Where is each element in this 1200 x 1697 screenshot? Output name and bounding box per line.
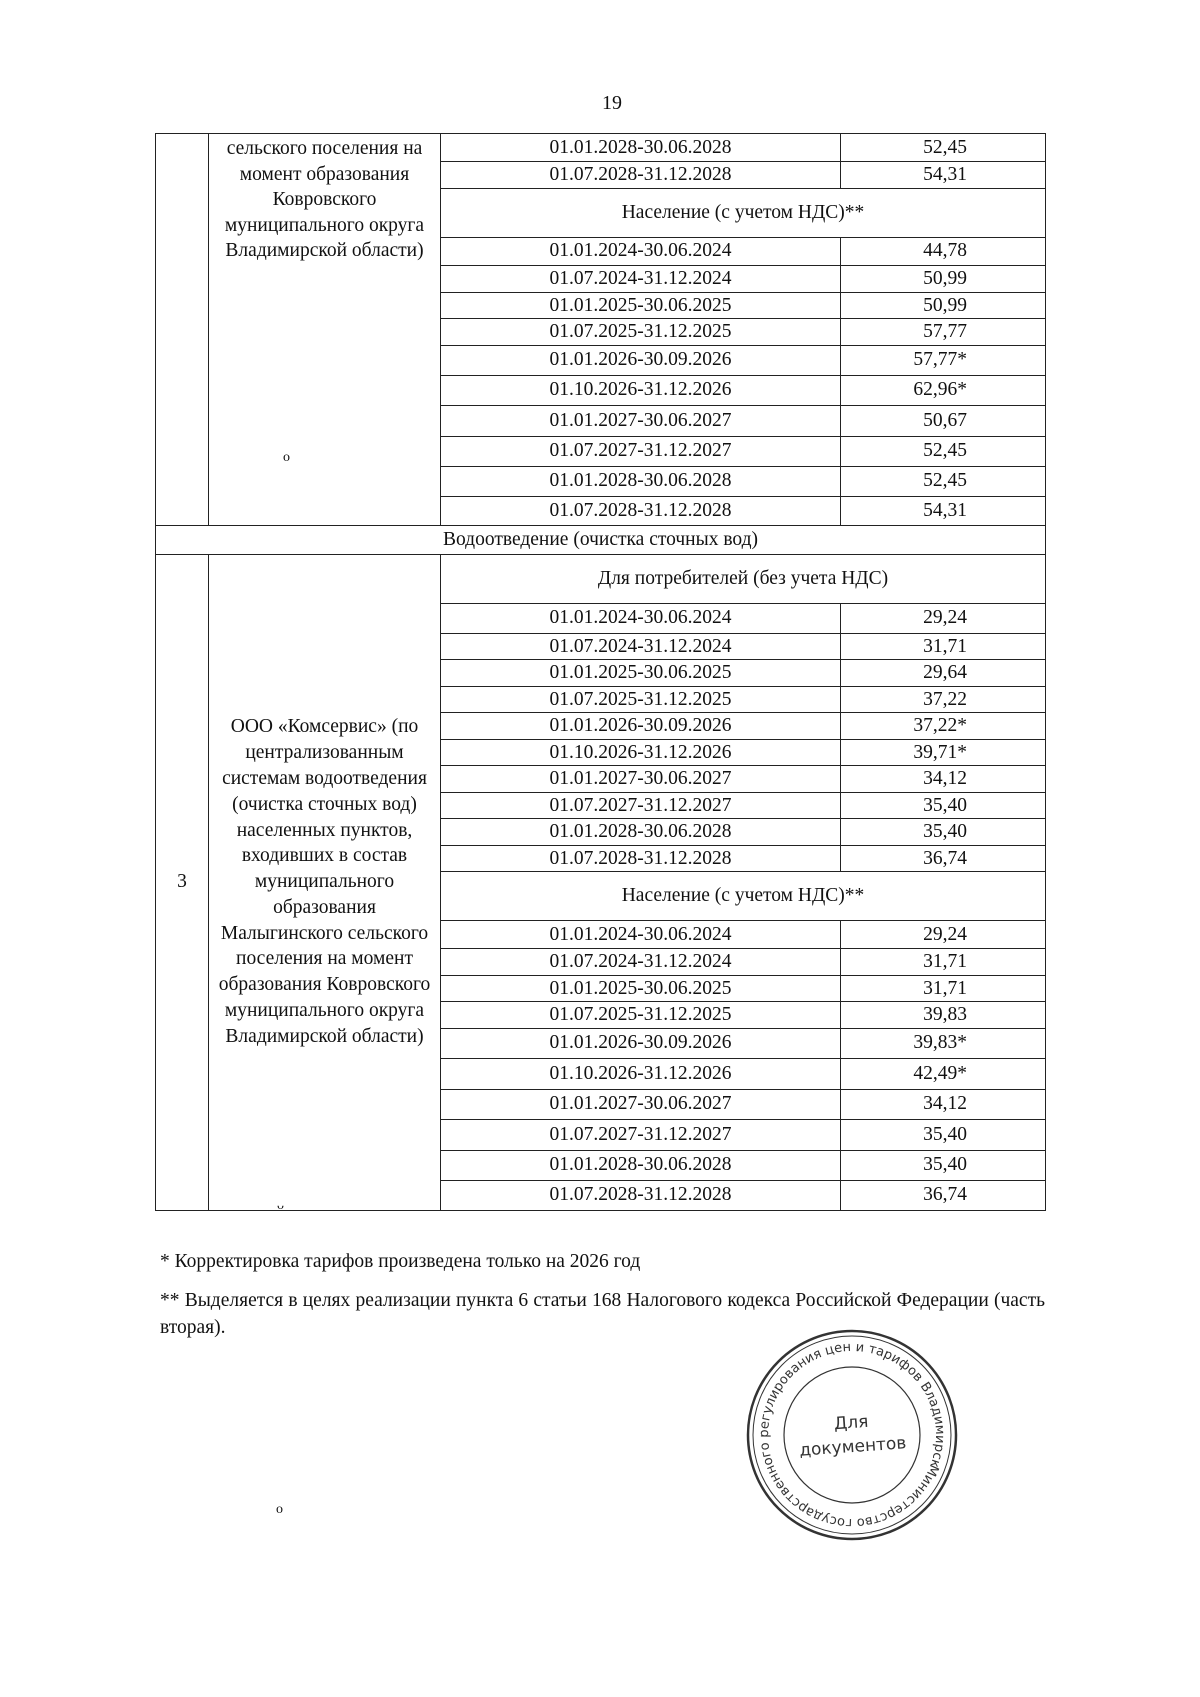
tariff-value-cell: 34,12 [841,766,1046,793]
scan-speck: ᴗ [277,1198,284,1213]
tariff-value-cell: 36,74 [841,845,1046,872]
tariff-value-cell: 57,77 [841,319,1046,346]
period-cell: 01.07.2028-31.12.2028 [441,162,841,189]
period-cell: 01.07.2024-31.12.2024 [441,949,841,976]
tariff-value-cell: 42,49* [841,1058,1046,1089]
period-cell: 01.01.2028-30.06.2028 [441,466,841,496]
stamp-center-line2: документов [798,1433,908,1461]
stamp-center-line1: Для [833,1411,870,1435]
tariff-value-cell: 57,77* [841,345,1046,375]
period-cell: 01.07.2027-31.12.2027 [441,1119,841,1150]
tariff-value-cell: 29,64 [841,660,1046,687]
tariff-value-cell: 62,96* [841,375,1046,405]
section-header: Водоотведение (очистка сточных вод) [156,525,1046,554]
period-cell: 01.07.2025-31.12.2025 [441,319,841,346]
tariff-value-cell: 35,40 [841,819,1046,846]
page-number [0,92,1200,115]
period-cell: 01.01.2026-30.09.2026 [441,345,841,375]
table-row [156,134,1046,162]
row-number-cell [156,134,209,526]
tariff-value-cell: 52,45 [841,134,1046,162]
tariff-value-cell: 29,24 [841,921,1046,949]
period-cell: 01.07.2028-31.12.2028 [441,845,841,872]
scan-speck: o [283,450,290,465]
period-cell: 01.01.2028-30.06.2028 [441,134,841,162]
tariff-value-cell: 54,31 [841,496,1046,525]
period-cell: 01.07.2024-31.12.2024 [441,265,841,292]
period-cell: 01.01.2025-30.06.2025 [441,660,841,687]
period-cell: 01.01.2025-30.06.2025 [441,292,841,319]
subheader-consumers: Для потребителей (без учета НДС) [441,554,1046,603]
tariff-value-cell: 44,78 [841,237,1046,265]
period-cell: 01.01.2026-30.09.2026 [441,1028,841,1058]
tariff-value-cell: 29,24 [841,603,1046,633]
subheader-population: Население (с учетом НДС)** [441,872,1046,921]
period-cell: 01.07.2027-31.12.2027 [441,792,841,819]
tariff-value-cell: 37,22 [841,686,1046,713]
period-cell: 01.01.2027-30.06.2027 [441,405,841,436]
period-cell: 01.01.2027-30.06.2027 [441,1089,841,1119]
footnote-1: * Корректировка тарифов произведена только на 2026 год [160,1251,641,1272]
official-stamp [745,1328,960,1543]
stamp-ring-text: Министерство государственного регулирования цен и тарифов Владимирской [756,1339,948,1531]
tariff-value-cell: 36,74 [841,1180,1046,1210]
period-cell: 01.07.2028-31.12.2028 [441,1180,841,1210]
tariff-value-cell: 31,71 [841,975,1046,1002]
tariff-value-cell: 35,40 [841,1150,1046,1180]
tariff-value-cell: 54,31 [841,162,1046,189]
period-cell: 01.10.2026-31.12.2026 [441,1058,841,1089]
tariff-value-cell: 52,45 [841,466,1046,496]
row-number-cell: 3 [156,554,209,1210]
period-cell: 01.07.2027-31.12.2027 [441,436,841,466]
period-cell: 01.07.2025-31.12.2025 [441,1002,841,1029]
tariff-value-cell: 52,45 [841,436,1046,466]
tariff-value-cell: 31,71 [841,949,1046,976]
page-number-text: 19 [602,92,622,114]
tariff-value-cell: 37,22* [841,713,1046,740]
tariff-value-cell: 50,99 [841,265,1046,292]
period-cell: 01.10.2026-31.12.2026 [441,375,841,405]
tariff-table [155,133,1046,1211]
tariff-value-cell: 39,83* [841,1028,1046,1058]
tariff-value-cell: 39,83 [841,1002,1046,1029]
tariff-value-cell: 35,40 [841,792,1046,819]
tariff-value-cell: 35,40 [841,1119,1046,1150]
period-cell: 01.01.2024-30.06.2024 [441,603,841,633]
scan-speck: o [276,1502,283,1517]
period-cell: 01.01.2024-30.06.2024 [441,921,841,949]
period-cell: 01.01.2028-30.06.2028 [441,1150,841,1180]
period-cell: 01.07.2024-31.12.2024 [441,633,841,660]
period-cell: 01.10.2026-31.12.2026 [441,739,841,766]
period-cell: 01.07.2025-31.12.2025 [441,686,841,713]
svg-text:Министерство государственного [745,1328,960,1543]
period-cell: 01.07.2028-31.12.2028 [441,496,841,525]
tariff-value-cell: 39,71* [841,739,1046,766]
tariff-value-cell: 50,67 [841,405,1046,436]
footnote-2: ** Выделяется в целях реализации пункта 6 статьи 168 Налогового кодекса Российской Федерации (часть вторая). [160,1290,1045,1338]
period-cell: 01.01.2025-30.06.2025 [441,975,841,1002]
tariff-value-cell: 34,12 [841,1089,1046,1119]
organization-name-cell: сельского поселения на момент образования Ковровского муниципального округа Владимирской области) [209,134,441,526]
tariff-value-cell: 50,99 [841,292,1046,319]
table-row [156,525,1046,554]
period-cell: 01.01.2026-30.09.2026 [441,713,841,740]
period-cell: 01.01.2027-30.06.2027 [441,766,841,793]
table-row [156,554,1046,603]
tariff-value-cell: 31,71 [841,633,1046,660]
period-cell: 01.01.2024-30.06.2024 [441,237,841,265]
period-cell: 01.01.2028-30.06.2028 [441,819,841,846]
subheader-population: Население (с учетом НДС)** [441,188,1046,237]
organization-name-cell: ООО «Комсервис» (по централизованным системам водоотведения (очистка сточных вод) населенных пунктов, входивших в состав муниципального образования Малыгинского сельского поселения на момент образования Ковровского муниципального округа Владимирской области) [209,554,441,1210]
